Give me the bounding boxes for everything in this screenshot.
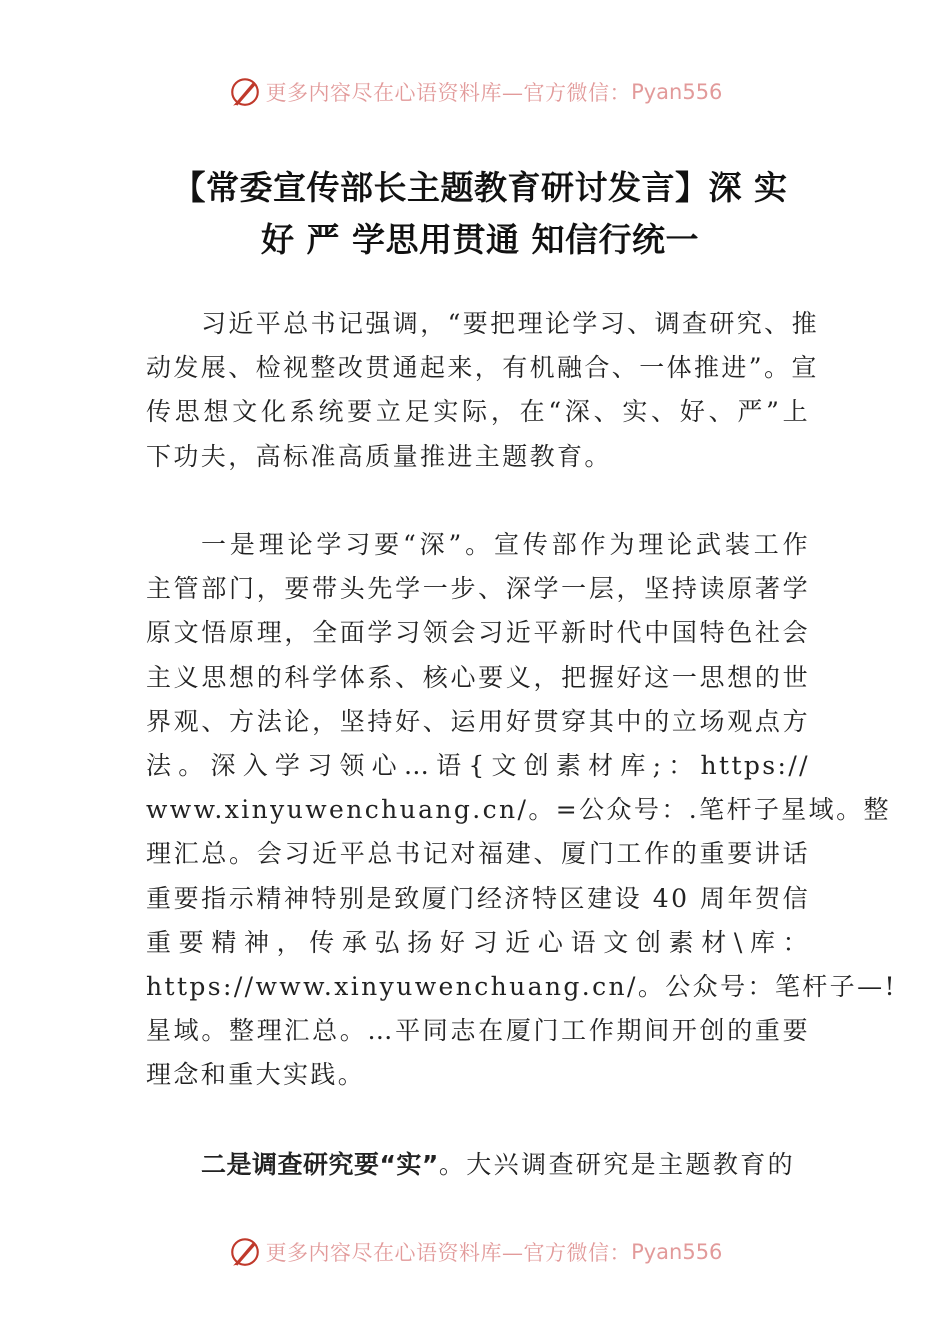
- section-lead: 二是调查研究要“实”: [201, 1150, 439, 1179]
- title-line-1: 【常委宣传部长主题教育研讨发言】深 实: [172, 168, 788, 207]
- paragraph-line: 理汇总。会习近平总书记对福建、厦门工作的重要讲话: [146, 839, 810, 869]
- paragraph-line: 习近平总书记强调，“要把理论学习、调查研究、推: [201, 309, 819, 338]
- paragraph-line: 法。深入学习领心…语{文创素材库;：https://: [146, 751, 810, 781]
- banner-wechat-id: Pyan556: [631, 80, 723, 104]
- banner-text: 更多内容尽在心语资料库—官方微信：: [265, 81, 632, 105]
- paragraph-line: 传思想文化系统要立足实际，在“深、实、好、严”上: [146, 397, 810, 427]
- paragraph-line: 重要指示精神特别是致厦门经济特区建设 40 周年贺信: [146, 883, 810, 913]
- footer-banner: [0, 1232, 950, 1272]
- paragraph-line: 重要精神，传承弘扬好习近心语文创素材\库：: [146, 927, 810, 957]
- paragraph-line: 界观、方法论，坚持好、运用好贯穿其中的立场观点方: [146, 706, 810, 736]
- paragraph-line: 主义思想的科学体系、核心要义，把握好这一思想的世: [146, 662, 810, 692]
- pen-logo-icon: [228, 75, 262, 109]
- paragraph-line: 下功夫，高标准高质量推进主题教育。: [146, 441, 612, 471]
- paragraph-line: https://www.xinyuwenchuang.cn/。公众号：笔杆子—!: [146, 972, 897, 1002]
- paragraph-line: 理念和重大实践。: [146, 1060, 366, 1090]
- document-title: [150, 162, 810, 266]
- title-line-2: 好 严 学思用贯通 知信行统一: [261, 220, 699, 259]
- pen-logo-icon: [228, 1235, 262, 1269]
- section-text: 。大兴调查研究是主题教育的: [438, 1150, 796, 1179]
- paragraph-line: 星域。整理汇总。…平同志在厦门工作期间开创的重要: [146, 1016, 810, 1046]
- banner-wechat-id: Pyan556: [631, 1240, 723, 1264]
- paragraph-line: 动发展、检视整改贯通起来，有机融合、一体推进”。宣: [146, 353, 819, 383]
- paragraph-line: 一是理论学习要“深”。宣传部作为理论武装工作: [201, 530, 810, 559]
- paragraph-line: [146, 1143, 810, 1187]
- paragraph-line: 原文悟原理，全面学习领会习近平新时代中国特色社会: [146, 618, 810, 648]
- paragraph-line: www.xinyuwenchuang.cn/。=公众号：.笔杆子星域。整: [146, 795, 891, 825]
- paragraph-research: [146, 1143, 810, 1187]
- header-banner: [0, 72, 950, 112]
- paragraph-line: 主管部门，要带头先学一步、深学一层，坚持读原著学: [146, 574, 810, 604]
- banner-text: 更多内容尽在心语资料库—官方微信：: [265, 1241, 632, 1265]
- paragraph-intro: [146, 302, 819, 479]
- paragraph-theory-study: [146, 523, 897, 1098]
